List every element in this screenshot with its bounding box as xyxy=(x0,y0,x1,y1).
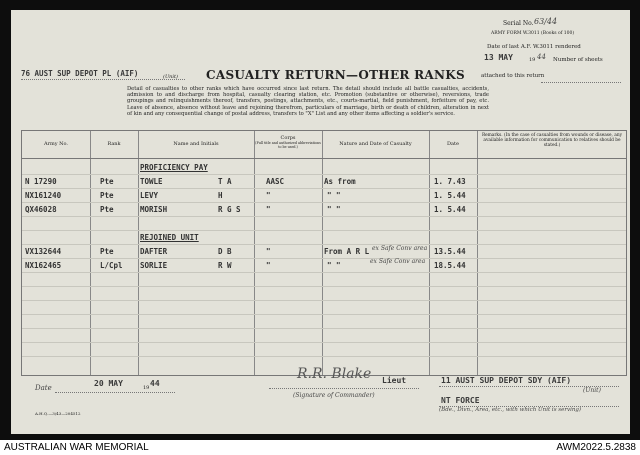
row-name: TOWLE xyxy=(140,177,163,186)
row-nature: " " xyxy=(327,205,341,214)
row-nature-handwritten: ex Safe Conv area xyxy=(370,258,426,265)
row-nature: " " xyxy=(327,261,341,270)
section-rejoined-unit: REJOINED UNIT xyxy=(140,233,199,242)
footer-unit-typed: 11 AUST SUP DEPOT SDY (AIF) xyxy=(441,376,572,385)
row-date: 1. 5.44 xyxy=(434,191,466,200)
row-name: MORISH xyxy=(140,205,168,214)
serial-value: 63/44 xyxy=(534,17,558,26)
unit-typed: 76 AUST SUP DEPOT PL (AIF) xyxy=(21,69,139,78)
casualty-return-form xyxy=(11,10,630,434)
date-last-year: 44 xyxy=(537,53,546,61)
header-nature: Nature and Date of Casualty xyxy=(339,141,412,147)
row-rank: L/Cpl xyxy=(100,261,123,270)
date-last-label: Date of last A.F. W.3011 rendered xyxy=(487,44,581,50)
serial-label: Serial No. xyxy=(503,20,534,27)
section-proficiency-pay: PROFICIENCY PAY xyxy=(140,163,208,172)
row-corps: " xyxy=(266,191,271,200)
row-corps: " xyxy=(266,205,271,214)
bde-label: (Bde., Divn., Area, etc., with which Unit is serving) xyxy=(439,407,582,413)
row-army-no: N 17290 xyxy=(25,177,57,186)
header-army-no: Army No. xyxy=(43,141,69,147)
commander-signature: R.R. Blake xyxy=(297,366,372,382)
row-name: DAFTER xyxy=(140,247,168,256)
form-title: CASUALTY RETURN—OTHER RANKS xyxy=(206,68,465,82)
form-code: ARMY FORM W.3011 (Books of 100) xyxy=(491,31,575,36)
row-army-no: NX161240 xyxy=(25,191,62,200)
row-initials: D B xyxy=(218,247,232,256)
header-name: Name and Initials xyxy=(173,141,219,147)
header-corps: Corps xyxy=(280,135,296,141)
row-corps: AASC xyxy=(266,177,285,186)
caption-institution: AUSTRALIAN WAR MEMORIAL xyxy=(4,442,149,453)
row-initials: R G S xyxy=(218,205,241,214)
date-value: 20 MAY xyxy=(94,379,123,388)
row-rank: Pte xyxy=(100,205,114,214)
force-typed: NT FORCE xyxy=(441,396,480,405)
unit-label: (Unit) xyxy=(163,74,178,80)
row-initials: H xyxy=(218,191,223,200)
attached-line xyxy=(541,82,621,83)
date-last-value: 13 MAY xyxy=(484,53,513,62)
row-rank: Pte xyxy=(100,247,114,256)
casualty-table xyxy=(21,130,627,376)
row-corps: " xyxy=(266,247,271,256)
caption-accession-number: AWM2022.5.2838 xyxy=(556,442,636,453)
row-army-no: NX162465 xyxy=(25,261,62,270)
row-initials: R W xyxy=(218,261,232,270)
row-army-no: VX132644 xyxy=(25,247,62,256)
row-rank: Pte xyxy=(100,177,114,186)
attached-label: attached to this return xyxy=(481,73,545,79)
row-name: SORLIE xyxy=(140,261,168,270)
row-name: LEVY xyxy=(140,191,159,200)
row-rank: Pte xyxy=(100,191,114,200)
row-army-no: QX46028 xyxy=(25,205,57,214)
signature-line xyxy=(269,388,419,389)
date-last-year-prefix: 19 xyxy=(529,57,536,63)
date-year: 44 xyxy=(150,379,160,388)
commander-rank: Lieut xyxy=(382,376,407,385)
archive-caption-bar xyxy=(0,440,640,455)
footer-unit-label: (Unit) xyxy=(583,387,601,394)
sheets-label: Number of sheets xyxy=(553,57,603,63)
date-label: Date xyxy=(35,384,52,392)
signature-label: (Signature of Commander) xyxy=(293,392,375,399)
instructions-text: Detail of casualties to other ranks which have occurred since last return. The detail should include all battle casualties, accidents, admission to and discharge from hospital, casualty clearing station, etc. Promotion (substantive or otherwise), reversions, trade groupings and relinquishments thereof, transfers, postings, attachments, etc., courts-martial, field punishment, forfeiture of pay, etc. Leave of absence, absence without leave and rejoining therefrom, particulars of marriage, birth or death of children, alteration in next of kin and any consequential change of postal address, transfers to "X" List and any other items affecting a soldier's service. xyxy=(127,86,489,117)
row-nature: From A R L xyxy=(324,247,370,256)
header-rank: Rank xyxy=(107,141,121,147)
printer-mark: A.H.Q.—3/43—204512 xyxy=(35,411,81,416)
row-corps: " xyxy=(266,261,271,270)
row-date: 18.5.44 xyxy=(434,261,466,270)
date-line xyxy=(55,392,175,393)
date-year-prefix: 19 xyxy=(143,385,150,391)
row-nature: " " xyxy=(327,191,341,200)
row-nature: As from xyxy=(324,177,356,186)
header-date: Date xyxy=(447,141,459,147)
header-remarks: Remarks. (In the case of casualties from wounds or disease, any available information for communication to relatives should be stated.) xyxy=(481,133,623,149)
row-nature-handwritten: ex Safe Conv area xyxy=(372,245,428,252)
unit-line xyxy=(21,79,185,80)
header-corps-note: (Full title and authorized abbreviations to be used.) xyxy=(255,141,321,149)
row-date: 1. 7.43 xyxy=(434,177,466,186)
row-date: 13.5.44 xyxy=(434,247,466,256)
row-initials: T A xyxy=(218,177,232,186)
row-date: 1. 5.44 xyxy=(434,205,466,214)
